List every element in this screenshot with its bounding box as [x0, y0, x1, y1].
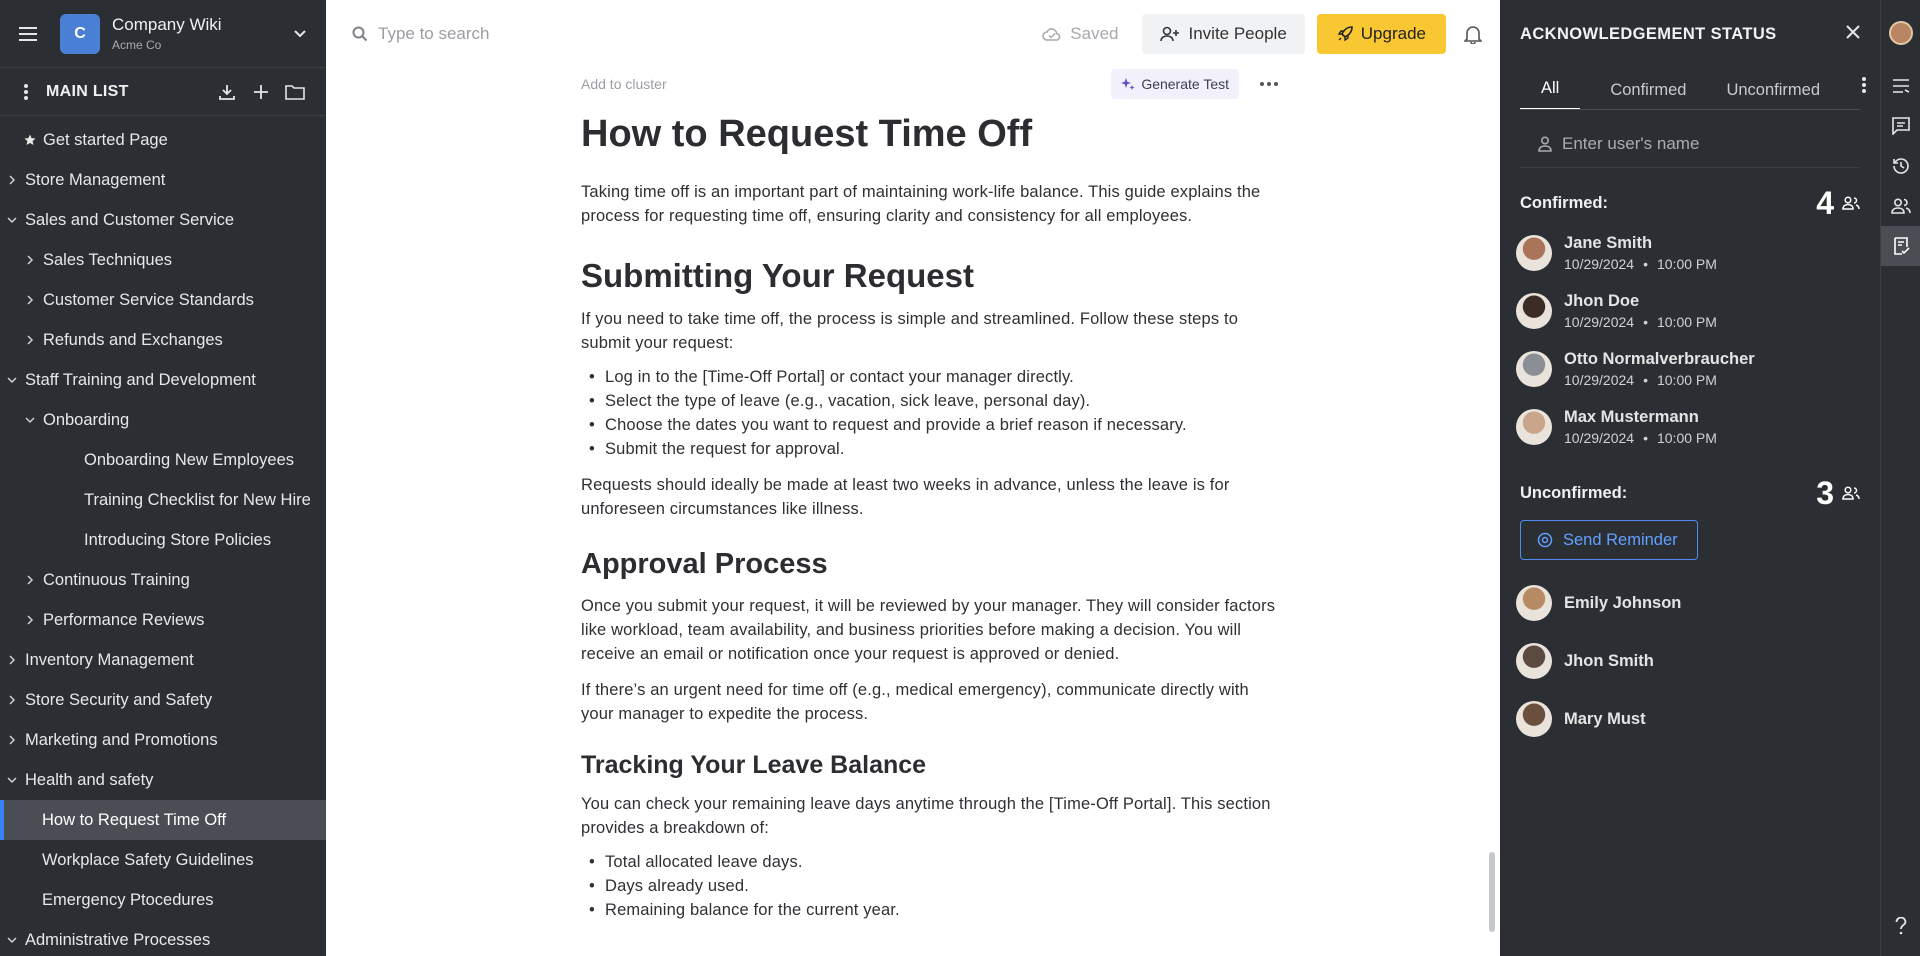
main-list-title: MAIN LIST	[46, 82, 129, 100]
acknowledgement-panel	[1500, 0, 1880, 956]
list-item[interactable]	[1500, 340, 1880, 398]
sidebar-item-label: Health and safety	[25, 770, 154, 789]
avatar	[1516, 409, 1552, 445]
add-icon[interactable]	[250, 81, 272, 103]
history-icon[interactable]	[1881, 146, 1920, 186]
sidebar-item[interactable]	[0, 680, 326, 720]
acknowledgement-icon[interactable]	[1881, 226, 1920, 266]
sidebar-item[interactable]	[0, 280, 326, 320]
confirmed-label: Confirmed:	[1520, 193, 1608, 212]
search-icon	[352, 26, 368, 42]
chevron-down-icon[interactable]	[6, 774, 18, 786]
person-name: Jane Smith	[1564, 234, 1653, 252]
sidebar-item[interactable]	[0, 720, 326, 760]
users-icon	[1842, 196, 1860, 210]
chevron-down-icon[interactable]	[6, 374, 18, 386]
sidebar-item-label: Performance Reviews	[43, 610, 205, 629]
chevron-right-icon[interactable]	[6, 654, 18, 666]
menu-icon[interactable]	[14, 20, 42, 48]
confirmation-time: 10:00 PM	[1656, 256, 1717, 272]
sidebar-item-label: How to Request Time Off	[42, 810, 227, 829]
confirmed-section-header	[1500, 186, 1880, 220]
chevron-right-icon[interactable]	[24, 574, 36, 586]
star-icon	[24, 134, 36, 146]
confirmation-time: 10:00 PM	[1656, 372, 1717, 388]
person-name: Max Mustermann	[1564, 408, 1699, 426]
sidebar	[0, 0, 326, 956]
confirmation-timestamp	[1564, 430, 1717, 446]
sidebar-item[interactable]	[0, 840, 326, 880]
list-item: • Choose the dates you want to request and provide a brief reason if necessary.	[605, 413, 1281, 437]
workspace-header[interactable]	[0, 0, 326, 68]
person-name: Otto Normalverbraucher	[1564, 350, 1755, 368]
unconfirmed-list	[1500, 574, 1880, 748]
chevron-right-icon[interactable]	[24, 294, 36, 306]
chevron-down-icon[interactable]	[6, 934, 18, 946]
workspace-logo: C	[60, 14, 100, 54]
panel-header	[1500, 0, 1880, 68]
chevron-right-icon[interactable]	[24, 254, 36, 266]
confirmation-timestamp	[1564, 256, 1717, 272]
sidebar-item-label: Get started Page	[43, 130, 168, 149]
sidebar-item[interactable]	[0, 920, 326, 956]
sidebar-item-label: Staff Training and Development	[25, 370, 256, 389]
person-name: Jhon Smith	[1564, 651, 1654, 670]
list-item[interactable]	[1500, 574, 1880, 632]
generate-test-label: Generate Test	[1141, 76, 1229, 92]
separator-dot: •	[1643, 372, 1648, 388]
sidebar-item-label: Emergency Ptocedures	[42, 890, 214, 909]
chevron-down-icon[interactable]	[6, 214, 18, 226]
invite-people-button[interactable]	[1142, 14, 1304, 54]
confirmation-date: 10/29/2024	[1564, 256, 1635, 272]
list-item: • Total allocated leave days.	[605, 850, 1281, 874]
list-item[interactable]	[1500, 632, 1880, 690]
page-title: How to Request Time Off	[581, 113, 1033, 155]
intro-paragraph: Taking time off is an important part of maintaining work-life balance. This guide explains the process for requesting time off, ensuring clarity and consistency for all employees.	[581, 182, 1261, 225]
sidebar-item[interactable]	[0, 880, 326, 920]
confirmation-timestamp	[1564, 314, 1717, 330]
tab-all[interactable]: All	[1520, 79, 1580, 110]
tab-confirmed[interactable]: Confirmed	[1610, 81, 1687, 99]
confirmed-count: 4	[1816, 184, 1834, 221]
saved-label: Saved	[1070, 24, 1119, 43]
tracking-list	[581, 850, 1281, 922]
list-item: • Submit the request for approval.	[605, 437, 1281, 461]
workspace-names	[112, 15, 290, 52]
workspace-org: Acme Co	[112, 38, 162, 52]
sidebar-item[interactable]	[0, 640, 326, 680]
avatar	[1516, 351, 1552, 387]
sidebar-item[interactable]	[0, 520, 326, 560]
confirmation-time: 10:00 PM	[1656, 314, 1717, 330]
send-reminder-label: Send Reminder	[1563, 530, 1678, 549]
steps-list	[581, 365, 1281, 461]
person-name: Mary Must	[1564, 709, 1646, 728]
document-toolbar	[581, 70, 1281, 98]
avatar	[1516, 293, 1552, 329]
avatar	[1516, 643, 1552, 679]
generate-test-button[interactable]	[1111, 69, 1239, 99]
chevron-right-icon[interactable]	[6, 174, 18, 186]
status-tabs	[1520, 68, 1860, 110]
sidebar-item[interactable]	[0, 200, 326, 240]
sidebar-item[interactable]	[0, 440, 326, 480]
search-placeholder: Type to search	[378, 24, 490, 43]
tab-divider	[1520, 109, 1860, 110]
user-name-input[interactable]	[1520, 120, 1860, 168]
sidebar-item-label: Marketing and Promotions	[25, 730, 218, 749]
approval-paragraph: Once you submit your request, it will be reviewed by your manager. They will consider factors like workload, team availability, and business priorities before making a decision. You will receive an email or notification once your request is approved or denied.	[581, 596, 1276, 663]
heading-submitting: Submitting Your Request	[581, 256, 974, 294]
sidebar-item-label: Sales Techniques	[43, 250, 173, 269]
separator-dot: •	[1643, 314, 1648, 330]
rocket-icon	[1337, 26, 1353, 42]
sidebar-item[interactable]	[0, 120, 326, 160]
saved-status	[1042, 24, 1118, 44]
cloud-icon	[1042, 27, 1062, 41]
list-item[interactable]	[1500, 398, 1880, 456]
separator-dot: •	[1643, 430, 1648, 446]
add-user-icon	[1160, 26, 1180, 42]
avatar	[1516, 235, 1552, 271]
panel-title: ACKNOWLEDGEMENT STATUS	[1520, 24, 1777, 43]
sidebar-item-label: Inventory Management	[25, 650, 194, 669]
confirmation-timestamp	[1564, 372, 1755, 388]
sidebar-item[interactable]	[0, 560, 326, 600]
page-tree	[0, 116, 326, 956]
outline-icon[interactable]	[1881, 66, 1920, 106]
sidebar-item-label: Refunds and Exchanges	[43, 330, 223, 349]
tracking-paragraph: You can check your remaining leave days anytime through the [Time-Off Portal]. This section provides a breakdown of:	[581, 794, 1271, 837]
right-icon-rail	[1880, 0, 1920, 956]
sidebar-item[interactable]	[0, 160, 326, 200]
heading-tracking: Tracking Your Leave Balance	[581, 750, 927, 779]
help-icon[interactable]	[1881, 906, 1920, 946]
more-vertical-icon[interactable]	[1862, 77, 1866, 98]
top-bar	[326, 0, 1500, 68]
sidebar-item[interactable]	[0, 760, 326, 800]
sidebar-item[interactable]	[0, 800, 326, 840]
users-icon[interactable]	[1881, 186, 1920, 226]
scrollbar[interactable]	[1489, 852, 1495, 932]
sidebar-item[interactable]	[0, 320, 326, 360]
confirmation-time: 10:00 PM	[1656, 430, 1717, 446]
sidebar-item-label: Store Management	[25, 170, 166, 189]
invite-label: Invite People	[1188, 24, 1287, 43]
more-horizontal-icon[interactable]	[1257, 82, 1281, 86]
send-reminder-button[interactable]	[1520, 520, 1698, 560]
main-list-header	[0, 68, 326, 116]
sidebar-item[interactable]	[0, 480, 326, 520]
list-item: • Days already used.	[605, 874, 1281, 898]
chevron-right-icon[interactable]	[24, 334, 36, 346]
unconfirmed-count: 3	[1816, 474, 1834, 511]
add-to-cluster-link[interactable]: Add to cluster	[581, 76, 667, 92]
unconfirmed-section-header	[1500, 476, 1880, 510]
sidebar-item-label: Administrative Processes	[25, 930, 211, 949]
list-item: • Select the type of leave (e.g., vacation, sick leave, personal day).	[605, 389, 1281, 413]
workspace-name: Company Wiki	[112, 15, 222, 34]
list-item: • Remaining balance for the current year.	[605, 898, 1281, 922]
sidebar-item[interactable]	[0, 240, 326, 280]
folder-icon[interactable]	[284, 81, 306, 103]
confirmation-date: 10/29/2024	[1564, 372, 1635, 388]
sidebar-item-label: Training Checklist for New Hire	[84, 490, 311, 509]
upgrade-label: Upgrade	[1360, 24, 1426, 43]
chevron-right-icon[interactable]	[6, 694, 18, 706]
chevron-down-icon[interactable]	[290, 24, 310, 44]
bell-icon[interactable]	[1460, 21, 1486, 47]
confirmation-date: 10/29/2024	[1564, 314, 1635, 330]
person-name: Jhon Doe	[1564, 292, 1640, 310]
avatar	[1516, 701, 1552, 737]
upgrade-button[interactable]	[1317, 14, 1446, 54]
chevron-right-icon[interactable]	[6, 734, 18, 746]
document	[581, 68, 1281, 956]
at-sign-icon	[1537, 532, 1553, 548]
users-icon	[1842, 486, 1860, 500]
sidebar-item-label: Introducing Store Policies	[84, 530, 272, 549]
more-vertical-icon[interactable]	[18, 84, 34, 100]
search-input[interactable]	[352, 24, 1042, 44]
separator-dot: •	[1643, 256, 1648, 272]
avatar	[1516, 585, 1552, 621]
submit-paragraph-2: Requests should ideally be made at least two weeks in advance, unless the leave is for unforeseen circumstances like illness.	[581, 476, 1230, 519]
list-item: • Log in to the [Time-Off Portal] or contact your manager directly.	[605, 365, 1281, 389]
approval-paragraph-2: If there’s an urgent need for time off (e.g., medical emergency), communicate directly with your manager to expedite the process.	[581, 680, 1249, 723]
user-icon	[1538, 136, 1552, 152]
sidebar-item[interactable]	[0, 360, 326, 400]
chevron-right-icon[interactable]	[24, 614, 36, 626]
sparkle-icon	[1121, 77, 1135, 91]
unconfirmed-label: Unconfirmed:	[1520, 483, 1628, 502]
sidebar-item-label: Workplace Safety Guidelines	[42, 850, 254, 869]
person-name: Emily Johnson	[1564, 593, 1682, 612]
sidebar-item-label: Onboarding	[43, 410, 130, 429]
user-avatar[interactable]	[1881, 0, 1920, 66]
heading-approval: Approval Process	[581, 548, 828, 581]
sidebar-item[interactable]	[0, 600, 326, 640]
list-item[interactable]	[1500, 690, 1880, 748]
sidebar-item-label: Store Security and Safety	[25, 690, 213, 709]
list-item[interactable]	[1500, 224, 1880, 282]
sidebar-item-label: Customer Service Standards	[43, 290, 254, 309]
sidebar-item-label: Continuous Training	[43, 570, 190, 589]
confirmed-list	[1500, 224, 1880, 456]
list-item[interactable]	[1500, 282, 1880, 340]
tab-unconfirmed[interactable]: Unconfirmed	[1726, 81, 1820, 99]
user-name-placeholder: Enter user's name	[1562, 133, 1700, 153]
sidebar-item[interactable]	[0, 400, 326, 440]
sidebar-item-label: Sales and Customer Service	[25, 210, 235, 229]
close-icon[interactable]	[1846, 25, 1860, 44]
download-icon[interactable]	[216, 81, 238, 103]
sidebar-item-label: Onboarding New Employees	[84, 450, 295, 469]
chevron-down-icon[interactable]	[24, 414, 36, 426]
submit-paragraph: If you need to take time off, the process is simple and streamlined. Follow these steps to submit your request:	[581, 310, 1239, 353]
confirmation-date: 10/29/2024	[1564, 430, 1635, 446]
comments-icon[interactable]	[1881, 106, 1920, 146]
